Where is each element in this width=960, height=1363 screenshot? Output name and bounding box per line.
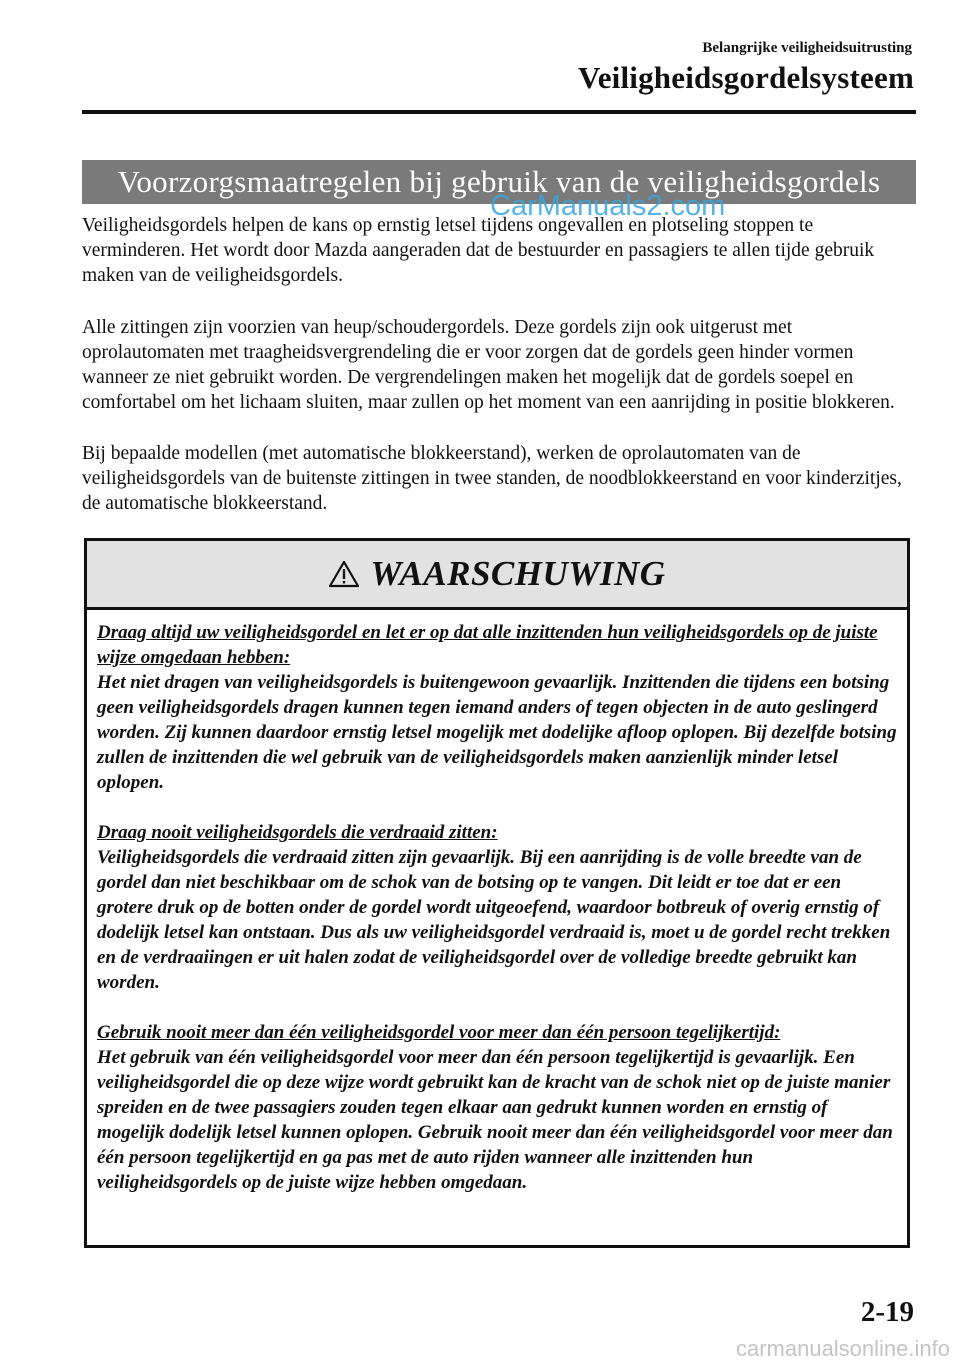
warning-item-heading: Draag altijd uw veiligheidsgordel en let er op dat alle inzittenden hun veiligheidsgordels op de juiste wijze omgedaan hebben:: [97, 622, 878, 668]
warning-item-2: [97, 820, 897, 995]
warning-item-text: Het gebruik van één veiligheidsgordel voor meer dan één persoon tegelijkertijd is gevaarlijk. Een veiligheidsgordel die op deze wijze wordt gebruikt kan de kracht van de schok niet op de juiste manier spreiden en de twee passagiers zouden tegen elkaar aan gedrukt kunnen worden en ernstig of mogelijk dodelijk letsel kunnen oplopen. Gebruik nooit meer dan één veiligheidsgordel voor meer dan één persoon tegelijkertijd en ga pas met de auto rijden wanneer alle inzittenden hun veiligheidsgordels op de juiste wijze hebben omgedaan.: [97, 1047, 893, 1193]
warning-item-heading: Draag nooit veiligheidsgordels die verdraaid zitten:: [97, 822, 498, 843]
warning-item-1: [97, 620, 897, 795]
page-number: 2-19: [860, 1296, 914, 1328]
warning-title: WAARSCHUWING: [370, 554, 666, 593]
warning-header: [87, 541, 907, 610]
watermark-top: CarManuals2.com: [490, 190, 726, 222]
section-title-bar: Voorzorgsmaatregelen bij gebruik van de veiligheidsgordels: [82, 160, 916, 204]
warning-item-text: Veiligheidsgordels die verdraaid zitten zijn gevaarlijk. Bij een aanrijding is de volle breedte van de gordel dan niet beschikbaar om de schok van de botsing op te vangen. Dit leidt er toe dat er een grotere druk op de botten onder de gordel wordt uitgeoefend, waardoor botbreuk of overig ernstig of dodelijk letsel kan ontstaan. Dus als uw veiligheidsgordel verdraaid is, moet u de gordel recht trekken en de verdraaiingen er uit halen zodat de veiligheidsgordel over de volledige breedte gebruikt kan worden.: [97, 847, 891, 993]
body-paragraph-3: Bij bepaalde modellen (met automatische blokkeerstand), werken de oprolautomaten van de veiligheidsgordels van de buitenste zittingen in twee standen, de noodblokkeerstand en voor kinderzitjes, de automatische blokkeerstand.: [82, 443, 902, 514]
warning-box: [84, 538, 910, 1248]
header-subtitle: Belangrijke veiligheidsuitrusting: [702, 40, 912, 56]
body-paragraph-2: Alle zittingen zijn voorzien van heup/schoudergordels. Deze gordels zijn ook uitgerust met oprolautomaten met traagheidsvergrendeling die er voor zorgen dat de gordels geen hinder vormen wanneer ze niet gebruikt worden. De vergrendelingen maken het mogelijk dat de gordels soepel en comfortabel om het lichaam sluiten, maar zullen op het moment van een aanrijding in positie blokkeren.: [82, 317, 895, 413]
warning-item-text: Het niet dragen van veiligheidsgordels is buitengewoon gevaarlijk. Inzittenden die tijdens een botsing geen veiligheidsgordels dragen kunnen tegen iemand anders of tegen objecten in de auto geslingerd worden. Zij kunnen daardoor ernstig letsel mogelijk met dodelijke afloop oplopen. Bij dezelfde botsing zullen de inzittenden die wel gebruik van de veiligheidsgordels maken aanzienlijk minder letsel oplopen.: [97, 672, 897, 793]
warning-body: [87, 610, 907, 1195]
warning-item-3: [97, 1020, 897, 1195]
body-paragraph-1: Veiligheidsgordels helpen de kans op ernstig letsel tijdens ongevallen en plotseling stoppen te verminderen. Het wordt door Mazda aangeraden dat de bestuurder en passagiers te allen tijde gebruik maken van de veiligheidsgordels.: [82, 215, 875, 286]
header-title: Veiligheidsgordelsysteem: [577, 60, 914, 95]
warning-triangle-icon: [328, 560, 360, 588]
header-rule: [82, 110, 916, 114]
warning-item-heading: Gebruik nooit meer dan één veiligheidsgordel voor meer dan één persoon tegelijkertijd:: [97, 1022, 781, 1043]
footer-watermark: carmanualsonline.info: [735, 1336, 950, 1361]
